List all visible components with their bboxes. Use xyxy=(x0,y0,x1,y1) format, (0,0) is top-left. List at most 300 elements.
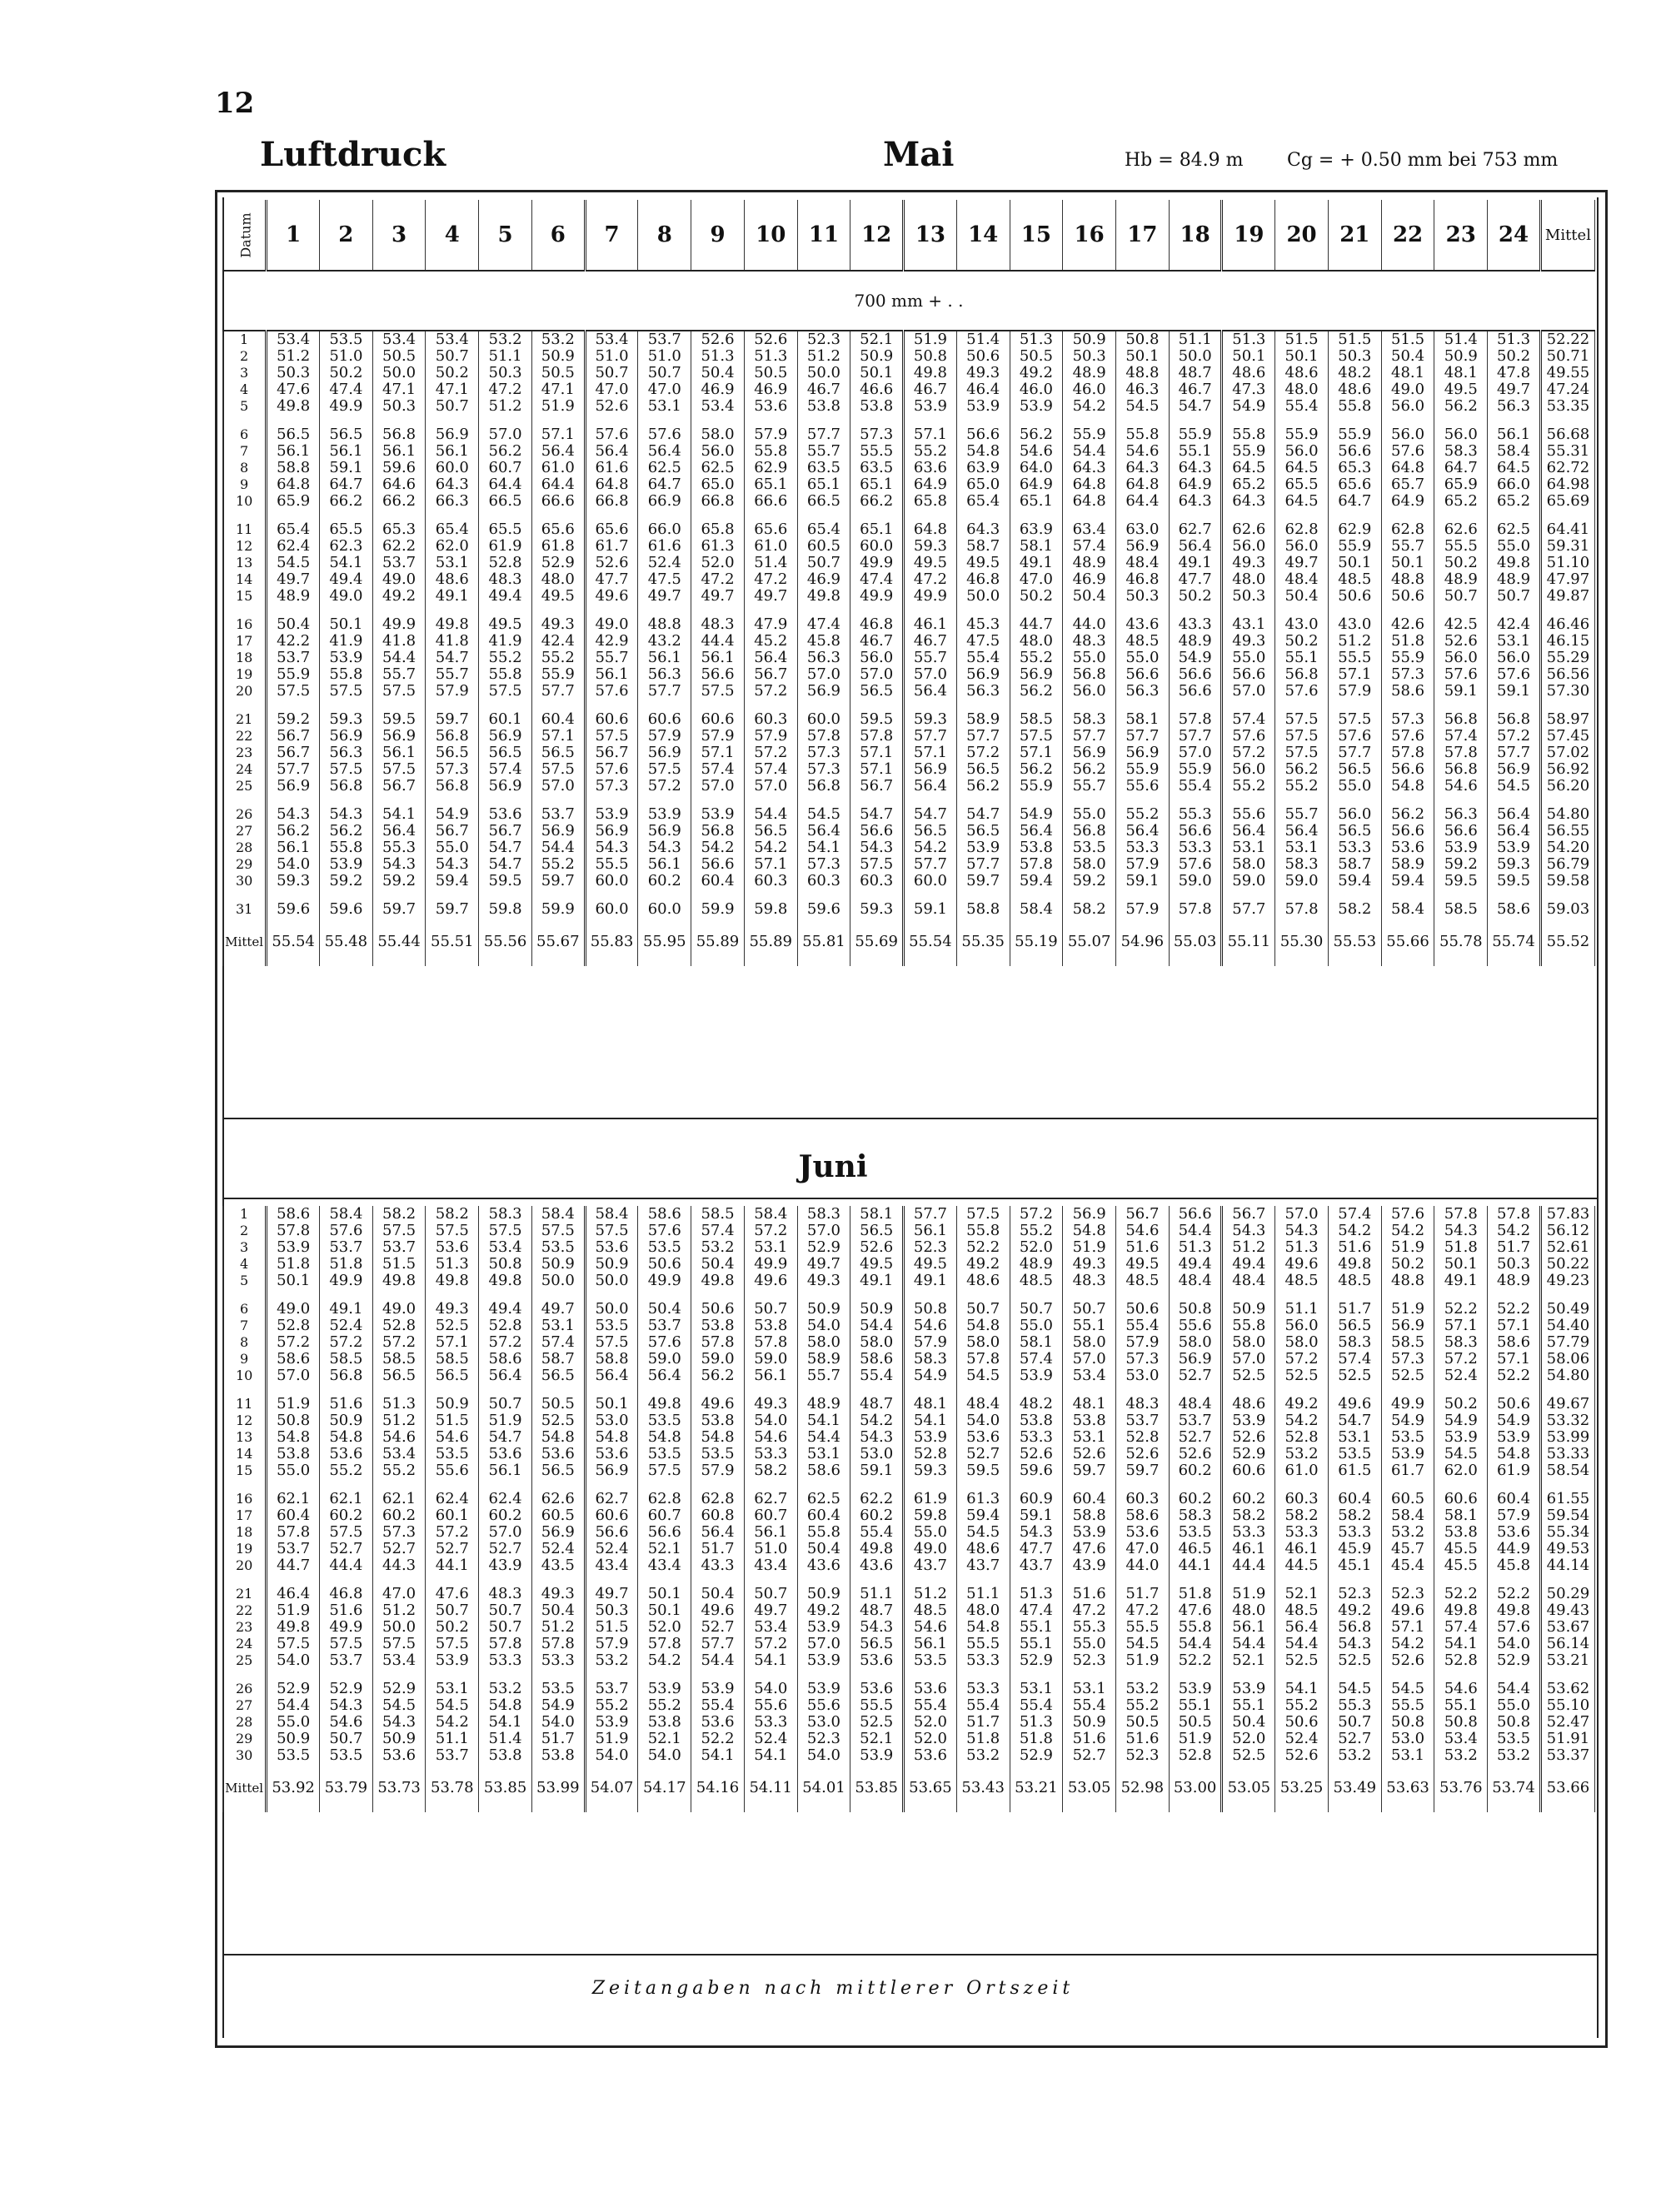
table-cell: 48.1 xyxy=(904,1384,957,1412)
table-cell: 49.3 xyxy=(1222,555,1275,571)
table-cell: 59.3 xyxy=(904,538,957,555)
table-cell: 56.9 xyxy=(479,728,532,745)
table-cell: 56.4 xyxy=(1488,795,1541,823)
row-date: 23 xyxy=(223,745,267,761)
table-cell: 49.0 xyxy=(319,588,372,605)
table-cell: 50.2 xyxy=(1010,588,1063,605)
mai-data xyxy=(223,331,1595,966)
table-row xyxy=(223,1541,1595,1557)
table-cell: 58.6 xyxy=(267,1351,320,1368)
table-cell: 54.5 xyxy=(1381,1669,1434,1697)
table-cell: 57.1 xyxy=(904,745,957,761)
table-cell: 51.6 xyxy=(1328,1239,1381,1256)
table-cell: 42.4 xyxy=(1488,605,1541,633)
table-cell: 62.5 xyxy=(1488,510,1541,538)
table-cell: 51.9 xyxy=(531,398,585,415)
table-cell: 51.6 xyxy=(319,1384,372,1412)
table-cell: 51.7 xyxy=(691,1541,745,1557)
table-cell: 51.2 xyxy=(797,348,850,365)
table-cell: 57.5 xyxy=(1328,700,1381,728)
table-cell: 57.0 xyxy=(479,1524,532,1541)
table-row xyxy=(223,1318,1595,1334)
table-cell: 61.9 xyxy=(1488,1462,1541,1479)
table-cell: 55.0 xyxy=(1010,1318,1063,1334)
table-cell: 57.4 xyxy=(1010,1351,1063,1368)
table-cell: 53.05 xyxy=(1063,1764,1116,1812)
row-date: 22 xyxy=(223,1602,267,1619)
row-mean: 61.55 xyxy=(1540,1479,1594,1507)
table-cell: 49.8 xyxy=(1488,555,1541,571)
table-cell: 50.7 xyxy=(638,365,691,381)
table-cell: 46.6 xyxy=(850,381,904,398)
table-cell: 56.3 xyxy=(319,745,372,761)
table-cell: 49.3 xyxy=(797,1273,850,1289)
table-cell: 49.3 xyxy=(531,1574,585,1602)
table-cell: 59.3 xyxy=(850,889,904,918)
table-cell: 55.5 xyxy=(1328,650,1381,666)
table-cell: 49.8 xyxy=(904,365,957,381)
table-row xyxy=(223,1334,1595,1351)
table-cell: 56.5 xyxy=(1328,1318,1381,1334)
table-cell: 53.9 xyxy=(1063,1524,1116,1541)
table-cell: 57.8 xyxy=(1434,1206,1488,1223)
table-cell: 49.6 xyxy=(744,1273,797,1289)
table-cell: 46.9 xyxy=(691,381,745,398)
table-cell: 50.5 xyxy=(372,348,426,365)
table-cell: 54.3 xyxy=(1434,1223,1488,1239)
table-cell: 55.83 xyxy=(585,918,638,966)
table-cell: 66.3 xyxy=(426,493,479,510)
table-cell: 56.2 xyxy=(1434,398,1488,415)
table-cell: 55.30 xyxy=(1275,918,1329,966)
row-mean: 50.22 xyxy=(1540,1256,1594,1273)
table-cell: 52.8 xyxy=(1275,1429,1329,1446)
table-cell: 53.92 xyxy=(267,1764,320,1812)
table-cell: 57.1 xyxy=(744,856,797,873)
table-cell: 52.1 xyxy=(638,1541,691,1557)
table-cell: 58.4 xyxy=(1488,443,1541,460)
table-cell: 55.74 xyxy=(1488,918,1541,966)
column-header-hour: 8 xyxy=(638,200,691,271)
column-header-hour: 14 xyxy=(956,200,1010,271)
table-cell: 58.6 xyxy=(1488,1334,1541,1351)
table-cell: 55.7 xyxy=(797,1368,850,1384)
table-cell: 53.8 xyxy=(691,1318,745,1334)
table-row xyxy=(223,538,1595,555)
table-cell: 58.6 xyxy=(479,1351,532,1368)
table-row xyxy=(223,728,1595,745)
table-cell: 48.0 xyxy=(1222,571,1275,588)
table-cell: 59.7 xyxy=(426,889,479,918)
table-cell: 52.2 xyxy=(1169,1652,1222,1669)
table-cell: 55.54 xyxy=(267,918,320,966)
column-header-hour: 6 xyxy=(531,200,585,271)
row-mean: 52.61 xyxy=(1540,1239,1594,1256)
column-header-mittel: Mittel xyxy=(1540,200,1594,271)
row-date: 21 xyxy=(223,700,267,728)
table-cell: 60.2 xyxy=(319,1507,372,1524)
table-cell: 53.2 xyxy=(531,331,585,348)
table-cell: 57.9 xyxy=(744,728,797,745)
table-cell: 66.6 xyxy=(531,493,585,510)
table-cell: 50.8 xyxy=(1169,1289,1222,1318)
table-cell: 63.5 xyxy=(797,460,850,476)
row-mean: 49.23 xyxy=(1540,1273,1594,1289)
table-cell: 52.1 xyxy=(1275,1574,1329,1602)
table-cell: 58.5 xyxy=(372,1351,426,1368)
table-cell: 55.4 xyxy=(850,1368,904,1384)
table-cell: 62.4 xyxy=(479,1479,532,1507)
table-cell: 55.9 xyxy=(1169,415,1222,443)
table-cell: 54.2 xyxy=(426,1714,479,1731)
table-cell: 52.8 xyxy=(267,1318,320,1334)
row-mean: 59.54 xyxy=(1540,1507,1594,1524)
table-cell: 53.6 xyxy=(691,1714,745,1731)
table-cell: 48.4 xyxy=(1169,1273,1222,1289)
column-header-hour: 4 xyxy=(426,200,479,271)
table-cell: 57.4 xyxy=(1222,700,1275,728)
row-mean: 49.87 xyxy=(1540,588,1594,605)
table-cell: 59.4 xyxy=(426,873,479,889)
table-cell: 59.0 xyxy=(1222,873,1275,889)
table-cell: 53.9 xyxy=(691,795,745,823)
table-cell: 55.9 xyxy=(1116,761,1170,778)
table-cell: 57.8 xyxy=(1488,1206,1541,1223)
table-cell: 53.1 xyxy=(797,1446,850,1462)
table-cell: 53.3 xyxy=(956,1669,1010,1697)
table-cell: 47.2 xyxy=(1063,1602,1116,1619)
table-cell: 51.5 xyxy=(1275,331,1329,348)
table-cell: 57.5 xyxy=(426,1636,479,1652)
table-cell: 50.7 xyxy=(956,1289,1010,1318)
table-cell: 50.3 xyxy=(1063,348,1116,365)
table-cell: 54.2 xyxy=(1488,1223,1541,1239)
table-cell: 50.7 xyxy=(479,1602,532,1619)
table-cell: 51.6 xyxy=(1116,1731,1170,1747)
table-cell: 59.0 xyxy=(691,1351,745,1368)
table-cell: 58.2 xyxy=(1275,1507,1329,1524)
table-cell: 50.7 xyxy=(426,1602,479,1619)
table-row xyxy=(223,683,1595,700)
table-cell: 55.7 xyxy=(372,666,426,683)
table-cell: 57.3 xyxy=(1381,1351,1434,1368)
table-cell: 57.5 xyxy=(372,1223,426,1239)
table-cell: 54.7 xyxy=(479,1429,532,1446)
table-cell: 60.7 xyxy=(479,460,532,476)
table-cell: 48.4 xyxy=(1116,555,1170,571)
table-cell: 62.9 xyxy=(744,460,797,476)
table-cell: 52.9 xyxy=(1222,1446,1275,1462)
table-cell: 50.0 xyxy=(531,1273,585,1289)
row-date: 2 xyxy=(223,1223,267,1239)
table-cell: 51.7 xyxy=(1116,1574,1170,1602)
row-date: 23 xyxy=(223,1619,267,1636)
table-cell: 55.0 xyxy=(1488,538,1541,555)
table-cell: 60.0 xyxy=(904,873,957,889)
table-cell: 56.4 xyxy=(1488,823,1541,839)
table-cell: 50.8 xyxy=(904,348,957,365)
table-cell: 58.6 xyxy=(267,1206,320,1223)
row-date: 30 xyxy=(223,1747,267,1764)
table-cell: 53.7 xyxy=(585,1669,638,1697)
table-cell: 56.7 xyxy=(850,778,904,795)
table-cell: 48.0 xyxy=(531,571,585,588)
table-cell: 55.9 xyxy=(1010,778,1063,795)
table-cell: 57.9 xyxy=(426,683,479,700)
table-cell: 50.1 xyxy=(1222,348,1275,365)
table-cell: 57.7 xyxy=(904,856,957,873)
table-cell: 57.5 xyxy=(319,761,372,778)
table-cell: 65.6 xyxy=(1328,476,1381,493)
table-cell: 47.2 xyxy=(691,571,745,588)
table-cell: 55.95 xyxy=(638,918,691,966)
row-mean: 57.45 xyxy=(1540,728,1594,745)
table-cell: 51.3 xyxy=(691,348,745,365)
column-header-hour: 11 xyxy=(797,200,850,271)
table-cell: 55.3 xyxy=(1063,1619,1116,1636)
table-cell: 56.9 xyxy=(372,728,426,745)
table-cell: 57.7 xyxy=(797,415,850,443)
table-cell: 55.8 xyxy=(319,666,372,683)
table-cell: 58.2 xyxy=(1063,889,1116,918)
table-cell: 54.0 xyxy=(797,1747,850,1764)
table-cell: 60.8 xyxy=(691,1507,745,1524)
table-cell: 64.4 xyxy=(531,476,585,493)
table-cell: 56.1 xyxy=(372,745,426,761)
table-cell: 48.5 xyxy=(1116,1273,1170,1289)
table-cell: 54.3 xyxy=(1328,1636,1381,1652)
table-cell: 57.7 xyxy=(1063,728,1116,745)
table-cell: 56.2 xyxy=(691,1368,745,1384)
table-cell: 53.4 xyxy=(426,331,479,348)
table-cell: 56.1 xyxy=(319,443,372,460)
table-cell: 54.3 xyxy=(1275,1223,1329,1239)
row-date: 16 xyxy=(223,605,267,633)
table-cell: 55.1 xyxy=(1169,1697,1222,1714)
row-date: 17 xyxy=(223,1507,267,1524)
table-cell: 58.6 xyxy=(1381,683,1434,700)
table-cell: 56.6 xyxy=(850,823,904,839)
column-header-row xyxy=(223,200,1595,271)
table-cell: 64.8 xyxy=(1063,476,1116,493)
table-cell: 57.7 xyxy=(956,856,1010,873)
table-cell: 49.8 xyxy=(267,1619,320,1636)
table-cell: 51.6 xyxy=(1063,1731,1116,1747)
table-cell: 58.6 xyxy=(1488,889,1541,918)
table-cell: 56.8 xyxy=(1063,823,1116,839)
table-cell: 56.7 xyxy=(267,745,320,761)
table-cell: 49.7 xyxy=(531,1289,585,1318)
table-cell: 64.3 xyxy=(1169,493,1222,510)
table-cell: 43.9 xyxy=(479,1557,532,1574)
table-cell: 53.85 xyxy=(479,1764,532,1812)
row-mean: 59.31 xyxy=(1540,538,1594,555)
table-cell: 58.5 xyxy=(691,1206,745,1223)
table-cell: 53.8 xyxy=(638,1714,691,1731)
table-cell: 62.6 xyxy=(1434,510,1488,538)
table-cell: 53.6 xyxy=(479,1446,532,1462)
table-cell: 54.96 xyxy=(1116,918,1170,966)
table-cell: 51.4 xyxy=(956,331,1010,348)
table-cell: 48.3 xyxy=(1116,1384,1170,1412)
table-cell: 50.6 xyxy=(1381,588,1434,605)
table-cell: 49.6 xyxy=(1381,1602,1434,1619)
table-cell: 50.5 xyxy=(531,365,585,381)
table-cell: 57.5 xyxy=(1275,700,1329,728)
table-cell: 57.9 xyxy=(904,1334,957,1351)
table-cell: 50.1 xyxy=(1434,1256,1488,1273)
table-cell: 51.3 xyxy=(1275,1239,1329,1256)
table-cell: 54.4 xyxy=(1275,1636,1329,1652)
table-cell: 57.0 xyxy=(1222,683,1275,700)
table-cell: 56.4 xyxy=(904,683,957,700)
table-cell: 49.7 xyxy=(267,571,320,588)
table-cell: 43.9 xyxy=(1063,1557,1116,1574)
table-cell: 50.6 xyxy=(638,1256,691,1273)
table-cell: 53.5 xyxy=(267,1747,320,1764)
table-cell: 56.9 xyxy=(531,1524,585,1541)
table-cell: 59.1 xyxy=(850,1462,904,1479)
table-cell: 56.5 xyxy=(1328,823,1381,839)
table-cell: 50.8 xyxy=(1381,1714,1434,1731)
table-cell: 45.9 xyxy=(1328,1541,1381,1557)
table-cell: 57.7 xyxy=(638,683,691,700)
table-cell: 48.1 xyxy=(1381,365,1434,381)
table-row xyxy=(223,1239,1595,1256)
table-cell: 66.6 xyxy=(744,493,797,510)
table-cell: 59.1 xyxy=(319,460,372,476)
table-cell: 50.7 xyxy=(479,1384,532,1412)
table-cell: 49.7 xyxy=(1275,555,1329,571)
table-cell: 55.2 xyxy=(1116,795,1170,823)
table-cell: 55.8 xyxy=(744,443,797,460)
table-cell: 55.78 xyxy=(1434,918,1488,966)
table-cell: 58.1 xyxy=(1010,538,1063,555)
table-cell: 53.4 xyxy=(267,331,320,348)
table-cell: 54.7 xyxy=(1328,1412,1381,1429)
table-cell: 51.0 xyxy=(319,348,372,365)
table-cell: 57.3 xyxy=(1116,1351,1170,1368)
table-cell: 55.67 xyxy=(531,918,585,966)
table-cell: 59.8 xyxy=(479,889,532,918)
table-cell: 55.03 xyxy=(1169,918,1222,966)
table-cell: 51.8 xyxy=(1010,1731,1063,1747)
table-cell: 57.5 xyxy=(426,1223,479,1239)
table-cell: 56.2 xyxy=(479,443,532,460)
table-cell: 54.1 xyxy=(1275,1669,1329,1697)
table-cell: 56.9 xyxy=(479,778,532,795)
table-cell: 53.7 xyxy=(531,795,585,823)
table-cell: 65.1 xyxy=(850,510,904,538)
table-cell: 50.4 xyxy=(1222,1714,1275,1731)
table-cell: 65.2 xyxy=(1488,493,1541,510)
table-cell: 49.2 xyxy=(797,1602,850,1619)
table-cell: 65.6 xyxy=(744,510,797,538)
table-cell: 57.0 xyxy=(1222,1351,1275,1368)
table-cell: 55.0 xyxy=(1063,795,1116,823)
table-cell: 57.9 xyxy=(691,728,745,745)
table-cell: 53.1 xyxy=(1063,1429,1116,1446)
table-row xyxy=(223,510,1595,538)
table-cell: 53.5 xyxy=(1488,1731,1541,1747)
table-cell: 57.2 xyxy=(744,1636,797,1652)
table-cell: 51.5 xyxy=(426,1412,479,1429)
table-cell: 50.3 xyxy=(1116,588,1170,605)
table-cell: 65.3 xyxy=(1328,460,1381,476)
table-cell: 57.4 xyxy=(1328,1351,1381,1368)
table-cell: 56.5 xyxy=(531,1462,585,1479)
table-cell: 52.4 xyxy=(1275,1731,1329,1747)
row-date: 8 xyxy=(223,1334,267,1351)
table-cell: 51.9 xyxy=(1381,1289,1434,1318)
table-cell: 48.1 xyxy=(1063,1384,1116,1412)
table-cell: 57.4 xyxy=(691,1223,745,1239)
table-cell: 60.0 xyxy=(585,873,638,889)
table-cell: 55.0 xyxy=(426,839,479,856)
table-row xyxy=(223,571,1595,588)
table-cell: 53.5 xyxy=(638,1412,691,1429)
table-cell: 50.6 xyxy=(1488,1384,1541,1412)
table-cell: 54.3 xyxy=(850,1429,904,1446)
table-cell: 56.9 xyxy=(1063,745,1116,761)
table-cell: 56.4 xyxy=(1116,823,1170,839)
table-cell: 57.0 xyxy=(691,778,745,795)
table-cell: 57.8 xyxy=(638,1636,691,1652)
table-cell: 55.3 xyxy=(372,839,426,856)
table-cell: 56.9 xyxy=(1063,1206,1116,1223)
table-cell: 54.6 xyxy=(904,1318,957,1334)
table-cell: 55.7 xyxy=(1275,795,1329,823)
table-cell: 60.6 xyxy=(585,700,638,728)
table-cell: 49.2 xyxy=(956,1256,1010,1273)
table-cell: 57.5 xyxy=(319,1636,372,1652)
table-cell: 43.3 xyxy=(1169,605,1222,633)
table-cell: 61.6 xyxy=(638,538,691,555)
table-cell: 54.3 xyxy=(1222,1223,1275,1239)
table-cell: 46.4 xyxy=(956,381,1010,398)
table-cell: 57.2 xyxy=(1010,1206,1063,1223)
month-title-mai: Mai xyxy=(883,135,955,174)
table-cell: 49.8 xyxy=(426,1273,479,1289)
table-cell: 49.1 xyxy=(1010,555,1063,571)
table-cell: 52.6 xyxy=(1381,1652,1434,1669)
table-cell: 54.7 xyxy=(426,650,479,666)
table-cell: 53.3 xyxy=(531,1652,585,1669)
table-cell: 64.7 xyxy=(1434,460,1488,476)
table-cell: 56.6 xyxy=(1381,823,1434,839)
table-row xyxy=(223,1602,1595,1619)
table-cell: 49.5 xyxy=(956,555,1010,571)
table-cell: 57.7 xyxy=(267,761,320,778)
table-cell: 56.8 xyxy=(797,778,850,795)
table-cell: 57.3 xyxy=(1381,666,1434,683)
table-cell: 54.2 xyxy=(744,839,797,856)
table-cell: 53.3 xyxy=(1116,839,1170,856)
table-cell: 57.5 xyxy=(850,856,904,873)
table-cell: 52.6 xyxy=(585,555,638,571)
row-date: 18 xyxy=(223,650,267,666)
table-cell: 43.4 xyxy=(744,1557,797,1574)
table-cell: 57.5 xyxy=(372,683,426,700)
table-cell: 54.9 xyxy=(426,795,479,823)
table-cell: 50.1 xyxy=(1116,348,1170,365)
table-cell: 60.4 xyxy=(1328,1479,1381,1507)
table-cell: 51.3 xyxy=(1488,331,1541,348)
table-cell: 52.1 xyxy=(850,1731,904,1747)
table-cell: 54.5 xyxy=(956,1524,1010,1541)
table-cell: 54.6 xyxy=(1010,443,1063,460)
table-row xyxy=(223,1714,1595,1731)
